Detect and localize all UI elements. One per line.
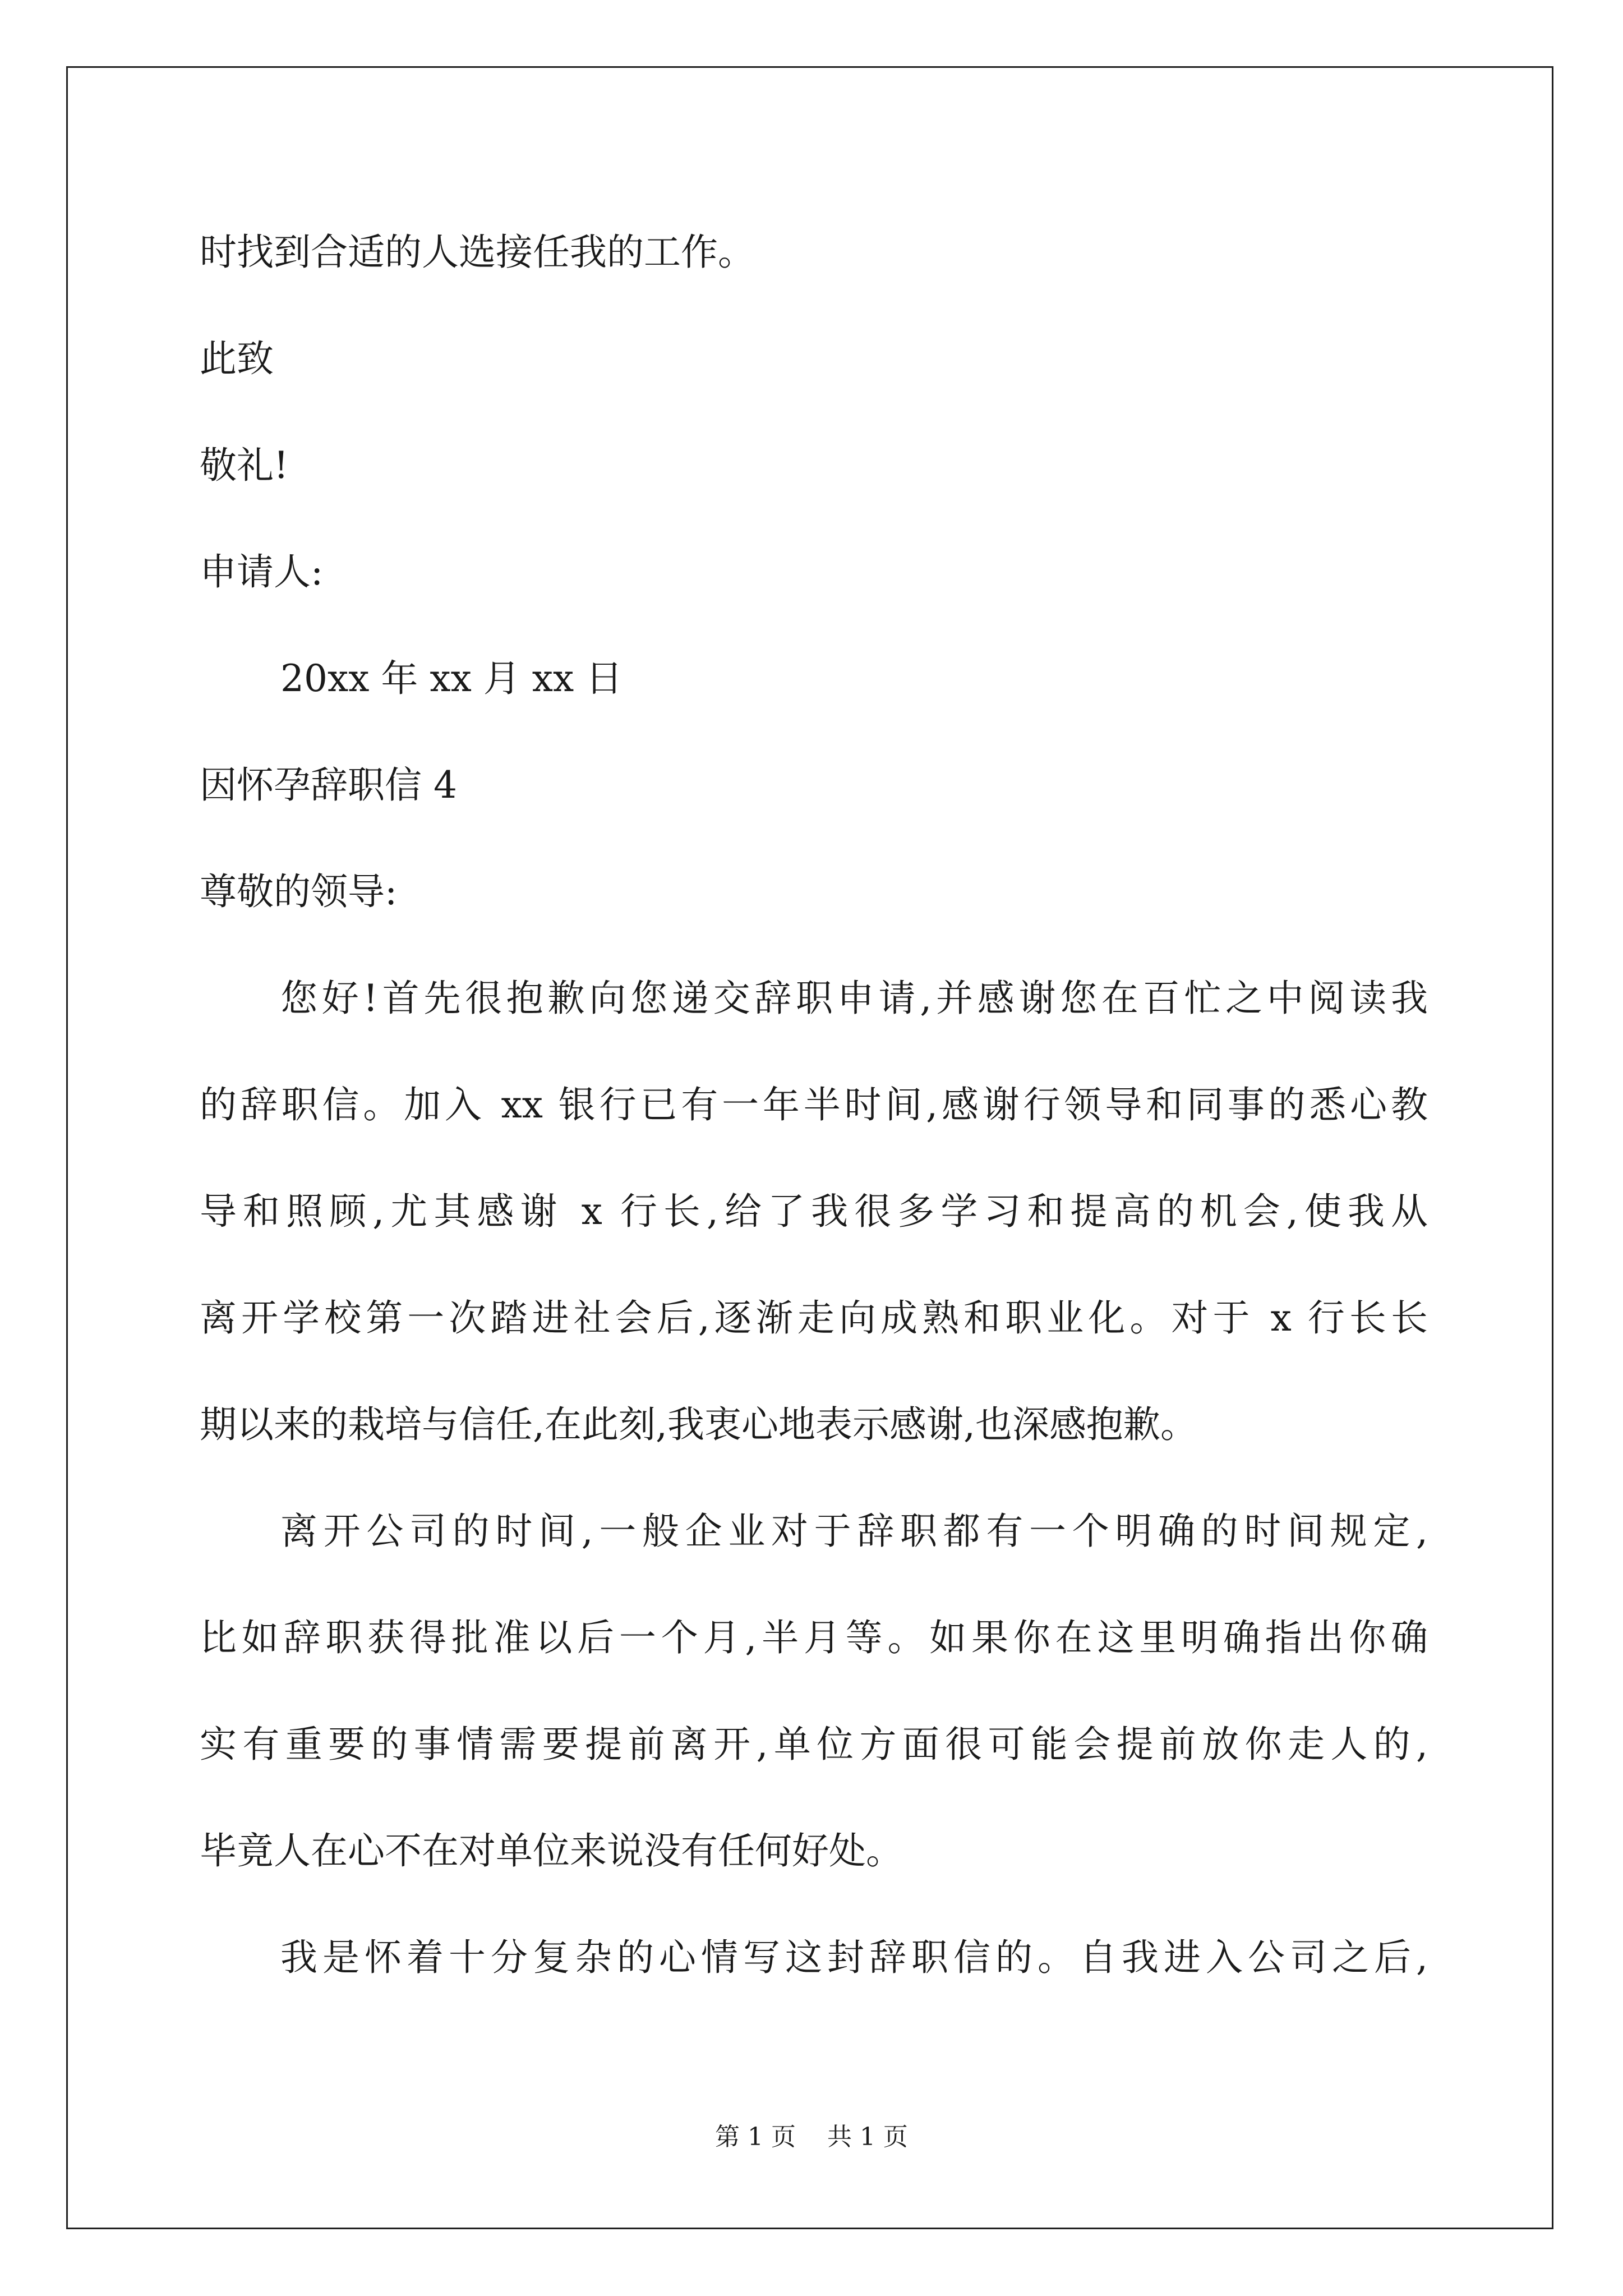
paragraph-line: 您好!首先很抱歉向您递交辞职申请,并感谢您在百忙之中阅读我 bbox=[280, 977, 1428, 1020]
paragraph-line: 实有重要的事情需要提前离开,单位方面很可能会提前放你走人的, bbox=[200, 1723, 1428, 1766]
paragraph-line: 比如辞职获得批准以后一个月,半月等。如果你在这里明确指出你确 bbox=[200, 1616, 1428, 1659]
closing-salutation: 此致 bbox=[200, 337, 274, 380]
page-footer: 第 1 页 共 1 页 bbox=[715, 2123, 908, 2151]
date-line: 20xx 年 xx 月 xx 日 bbox=[280, 657, 623, 700]
page-border bbox=[66, 66, 1553, 2229]
applicant-label: 申请人: bbox=[200, 550, 324, 593]
paragraph-line: 离开学校第一次踏进社会后,逐渐走向成熟和职业化。对于 x 行长长 bbox=[200, 1296, 1428, 1340]
letter-title: 因怀孕辞职信 4 bbox=[200, 763, 457, 807]
closing-regards: 敬礼! bbox=[200, 444, 289, 487]
greeting: 尊敬的领导: bbox=[200, 870, 398, 913]
paragraph-line: 离开公司的时间,一般企业对于辞职都有一个明确的时间规定, bbox=[280, 1510, 1428, 1553]
paragraph-line: 毕竟人在心不在对单位来说没有任何好处。 bbox=[200, 1829, 903, 1872]
paragraph-line: 期以来的栽培与信任,在此刻,我衷心地表示感谢,也深感抱歉。 bbox=[200, 1403, 1197, 1446]
paragraph-line: 导和照顾,尤其感谢 x 行长,给了我很多学习和提高的机会,使我从 bbox=[200, 1190, 1428, 1233]
paragraph-line: 我是怀着十分复杂的心情写这封辞职信的。自我进入公司之后, bbox=[280, 1936, 1428, 1979]
paragraph-line: 的辞职信。加入 xx 银行已有一年半时间,感谢行领导和同事的悉心教 bbox=[200, 1083, 1428, 1126]
text-line: 时找到合适的人选接任我的工作。 bbox=[200, 231, 755, 274]
